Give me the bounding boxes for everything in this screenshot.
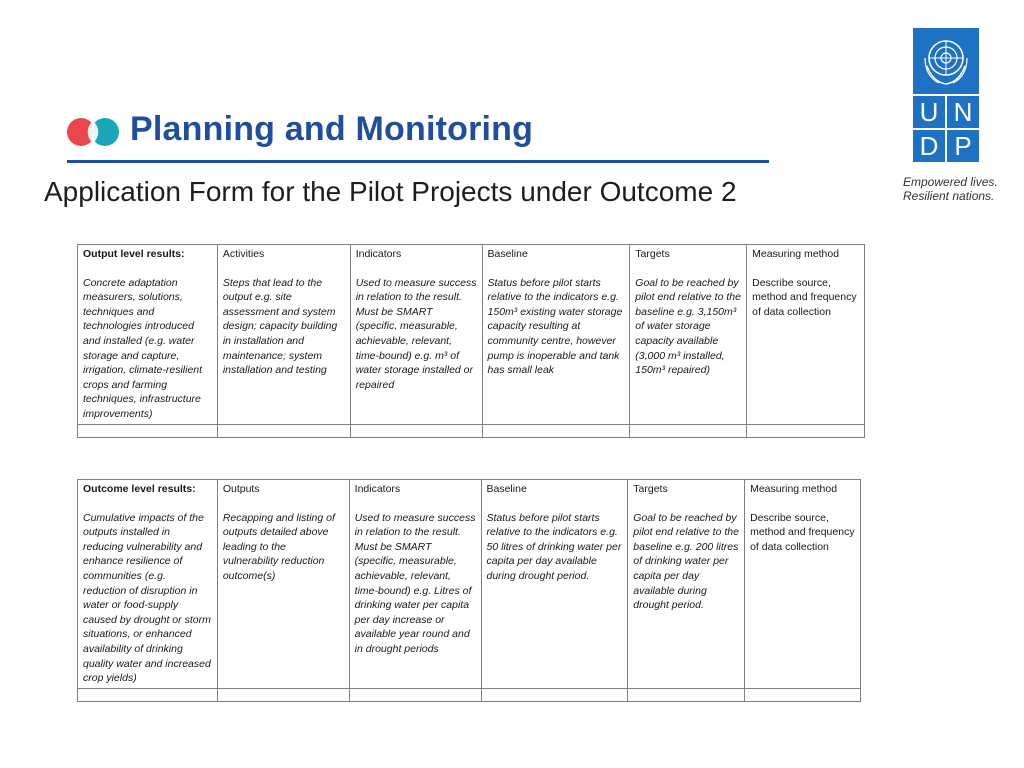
input-cell[interactable] [628,688,745,701]
column-header: Indicators [355,248,402,260]
column-description: Recapping and listing of outputs detailed above leading to the vulnerability reduction outcome(s) [222,511,335,582]
column-description: Concrete adaptation measurers, solutions, techniques and technologies introduced and installed (e.g. water storage and capture, irrigation, climate-resilient crops and farming techniques, infrastructure improvements) [83,276,203,420]
input-cell[interactable] [217,424,350,437]
column-header: Targets [633,483,668,495]
targets-cell [630,245,747,425]
indicators-cell [349,480,481,689]
column-header: Baseline [487,248,528,260]
measuring-method-cell [747,245,865,425]
table-row-empty[interactable] [78,424,865,437]
input-cell[interactable] [481,688,628,701]
column-description: Goal to be reached by pilot end relative to the baseline e.g. 200 litres of drinking water per capita per day available during drought period. [633,511,739,612]
column-description: Used to measure success in relation to the result. Must be SMART (specific, measurable, achievable, relevant, time-bound) e.g. m³ of water storage installed or repaired [355,276,477,391]
column-header: Outputs [222,483,260,495]
input-cell[interactable] [78,424,218,437]
undp-letter-n: N [947,96,979,128]
input-cell[interactable] [78,688,218,701]
table-row [78,245,865,425]
column-header: Outcome level results: [83,483,196,495]
column-description: Status before pilot starts relative to the indicators e.g. 50 litres of drinking water per capita per day available during drought period. [486,511,622,582]
column-description: Used to measure success in relation to the result. Must be SMART (specific, measurable, achievable, relevant, time-bound) e.g. Litres of drinking water per capita per day increase or available year round and in drought periods [354,511,476,655]
input-cell[interactable] [349,688,481,701]
targets-cell [628,480,745,689]
outputs-cell [217,480,349,689]
column-header: Measuring method [752,248,840,260]
undp-tagline: Empowered lives. Resilient nations. [903,175,998,203]
column-description: Describe source, method and frequency of data collection [750,511,855,553]
indicators-cell [350,245,482,425]
column-header: Baseline [486,483,527,495]
column-header: Activities [222,248,265,260]
undp-letter-d: D [913,130,945,162]
undp-logo [913,28,979,162]
page-title: Planning and Monitoring [130,110,534,148]
baseline-cell [481,480,628,689]
column-header: Indicators [354,483,401,495]
activities-cell [217,245,350,425]
planning-logo-icon [65,112,125,152]
column-header: Output level results: [83,248,185,260]
input-cell[interactable] [482,424,630,437]
measuring-method-cell [745,480,861,689]
input-cell[interactable] [745,688,861,701]
un-emblem-icon [913,28,979,94]
undp-letter-u: U [913,96,945,128]
title-divider [67,160,769,163]
column-description: Steps that lead to the output e.g. site assessment and system design; capacity building in installation and maintenance; system installation and testing [222,276,338,377]
outcome-results-table [77,479,861,702]
output-results-table [77,244,865,438]
output-level-results-cell [78,245,218,425]
column-description: Goal to be reached by pilot end relative to the baseline e.g. 3,150m³ of water storage capacity available (3,000 m³ installed, 150m³ repaired) [635,276,741,377]
table-row-empty[interactable] [78,688,861,701]
page-subtitle: Application Form for the Pilot Projects under Outcome 2 [44,176,737,207]
column-header: Targets [635,248,670,260]
table-row [78,480,861,689]
input-cell[interactable] [630,424,747,437]
outcome-level-results-cell [78,480,218,689]
undp-letter-p: P [947,130,979,162]
column-header: Measuring method [750,483,838,495]
input-cell[interactable] [747,424,865,437]
baseline-cell [482,245,630,425]
column-description: Cumulative impacts of the outputs installed in reducing vulnerability and enhance resilience of communities (e.g. reduction of disruption in water or food-supply caused by drought or storm situations, or enhanced availability of drinking quality water and increased crop yields) [83,511,211,685]
column-description: Status before pilot starts relative to the indicators e.g. 150m³ existing water storage capacity resulting at community centre, however pump is inoperable and tank has small leak [487,276,623,377]
input-cell[interactable] [217,688,349,701]
input-cell[interactable] [350,424,482,437]
column-description: Describe source, method and frequency of data collection [752,276,857,318]
